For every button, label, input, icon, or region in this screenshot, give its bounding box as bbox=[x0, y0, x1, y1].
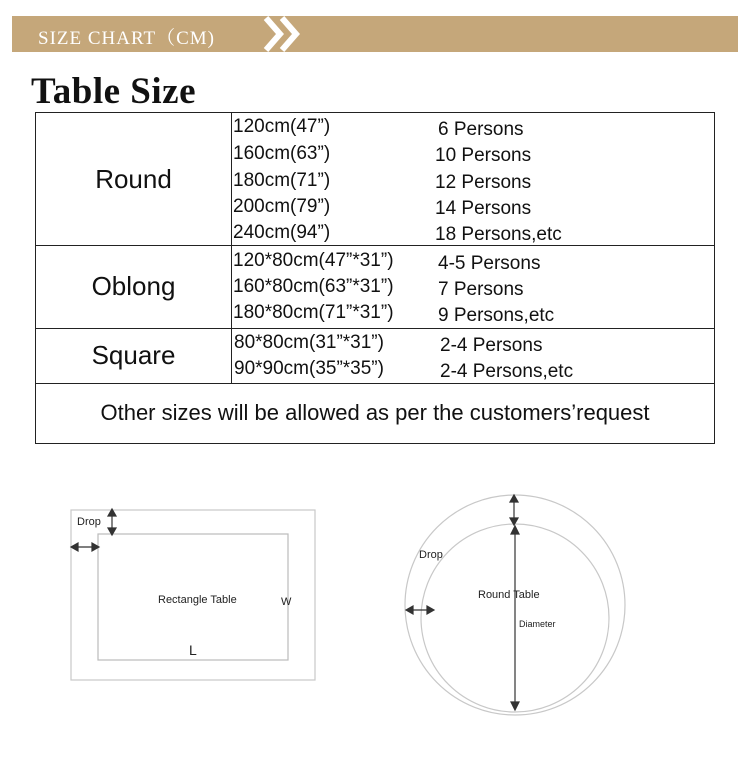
persons-cell: 2-4 Persons bbox=[440, 335, 543, 356]
section-oblong bbox=[36, 245, 714, 329]
persons-cell: 10 Persons bbox=[435, 145, 532, 166]
section-label-round: Round bbox=[36, 113, 232, 245]
size-cell: 240cm(94”) bbox=[233, 222, 331, 243]
drop-vertical-arrow-icon bbox=[510, 495, 518, 525]
size-cell: 180cm(71”) bbox=[233, 170, 331, 191]
drop-label: Drop bbox=[419, 549, 443, 561]
persons-cell: 4-5 Persons bbox=[438, 253, 541, 274]
drop-label: Drop bbox=[77, 516, 101, 528]
section-round bbox=[36, 113, 714, 246]
persons-cell: 12 Persons bbox=[435, 172, 532, 193]
persons-cell: 14 Persons bbox=[435, 198, 532, 219]
size-table bbox=[35, 112, 715, 444]
size-cell: 120*80cm(47”*31”) bbox=[233, 250, 394, 271]
drop-vertical-arrow-icon bbox=[108, 509, 116, 535]
rectangle-table-diagram bbox=[0, 490, 330, 700]
round-table-diagram bbox=[400, 490, 630, 720]
diameter-arrow-icon bbox=[511, 526, 519, 710]
size-cell: 180*80cm(71”*31”) bbox=[233, 302, 394, 323]
diameter-label: Diameter bbox=[519, 619, 556, 629]
persons-cell: 18 Persons,etc bbox=[435, 224, 562, 245]
persons-cell: 2-4 Persons,etc bbox=[440, 361, 574, 382]
banner-title: SIZE CHART（CM) bbox=[38, 28, 216, 49]
persons-cell: 6 Persons bbox=[438, 119, 524, 140]
round-table-label: Round Table bbox=[478, 589, 540, 601]
size-cell: 90*90cm(35”*35”) bbox=[234, 358, 384, 379]
persons-cell: 7 Persons bbox=[438, 279, 524, 300]
section-label-oblong: Oblong bbox=[36, 245, 232, 328]
drop-horizontal-arrow-icon bbox=[406, 606, 434, 614]
drop-horizontal-arrow-icon bbox=[71, 543, 99, 551]
length-label: L bbox=[189, 642, 197, 658]
rectangle-table-label: Rectangle Table bbox=[158, 594, 237, 606]
size-cell: 160*80cm(63”*31”) bbox=[233, 276, 394, 297]
size-chart-banner bbox=[12, 16, 738, 52]
size-cell: 160cm(63”) bbox=[233, 143, 331, 164]
size-cell: 200cm(79”) bbox=[233, 196, 331, 217]
width-label: W bbox=[281, 596, 292, 608]
custom-size-note: Other sizes will be allowed as per the customers’request bbox=[100, 400, 650, 425]
size-cell: 80*80cm(31”*31”) bbox=[234, 332, 384, 353]
section-label-square: Square bbox=[36, 328, 232, 383]
persons-cell: 9 Persons,etc bbox=[438, 305, 555, 326]
page-title: Table Size bbox=[31, 71, 197, 112]
double-chevron-icon bbox=[260, 16, 310, 52]
size-cell: 120cm(47”) bbox=[233, 116, 331, 137]
section-square bbox=[36, 328, 714, 384]
